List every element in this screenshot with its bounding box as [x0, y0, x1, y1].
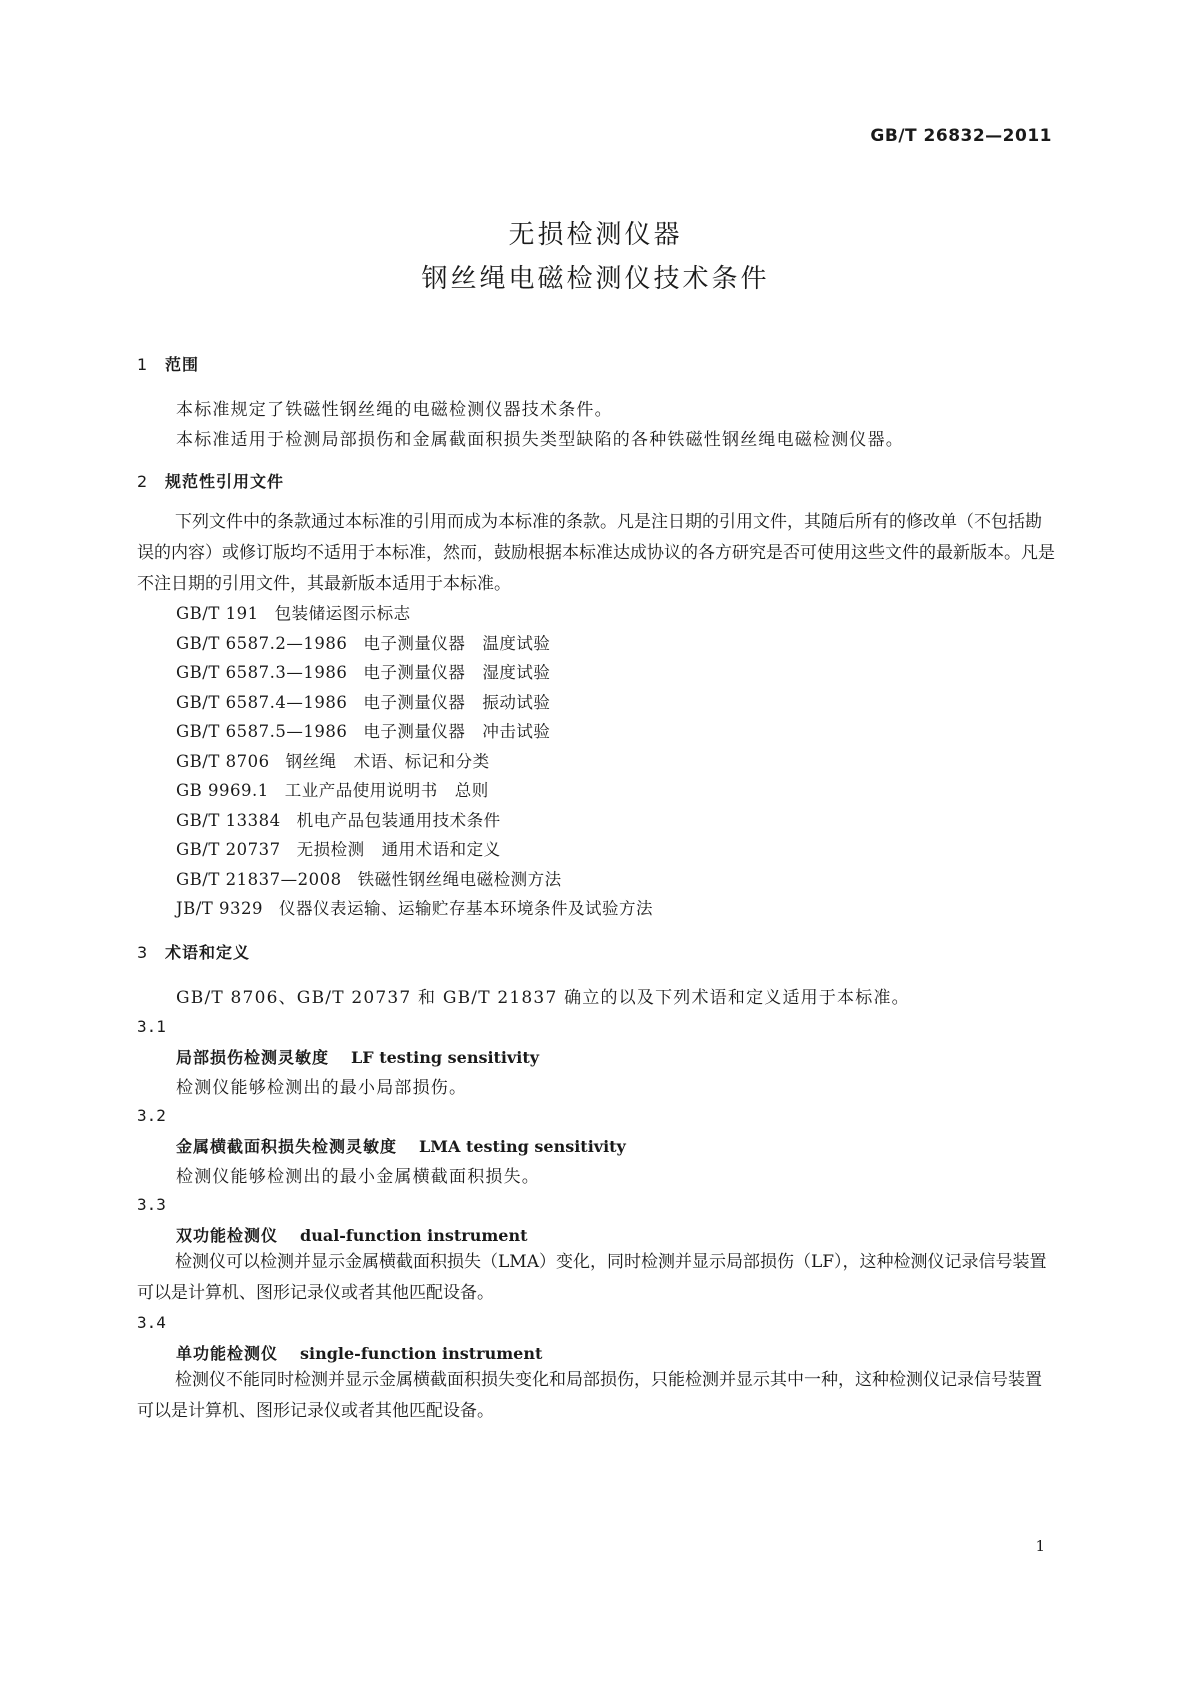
- references-intro: [137, 507, 1057, 600]
- reference-item: [176, 777, 489, 801]
- term-heading: [176, 1341, 542, 1364]
- reference-title: 电子测量仪器 振动试验: [363, 693, 551, 712]
- reference-title: 机电产品包装通用技术条件: [296, 811, 501, 830]
- page-number: 1: [1035, 1537, 1045, 1555]
- scope-paragraph-2: 本标准适用于检测局部损伤和金属截面积损失类型缺陷的各种铁磁性钢丝绳电磁检测仪器。: [176, 430, 904, 450]
- reference-item: [176, 807, 501, 831]
- section-number: 3: [137, 943, 149, 962]
- term-heading: [176, 1045, 539, 1068]
- reference-code: GB/T 20737: [176, 840, 281, 859]
- term-number: 3.3: [137, 1195, 166, 1214]
- term-heading: [176, 1134, 626, 1157]
- reference-code: GB 9969.1: [176, 781, 269, 800]
- reference-item: [176, 689, 550, 713]
- reference-code: GB/T 6587.2—1986: [176, 634, 348, 653]
- reference-item: [176, 895, 653, 919]
- reference-code: GB/T 6587.5—1986: [176, 722, 348, 741]
- reference-title: 仪器仪表运输、运输贮存基本环境条件及试验方法: [279, 899, 654, 918]
- reference-code: JB/T 9329: [176, 899, 264, 918]
- term-definition: [137, 1247, 1057, 1309]
- title-line-1: 无损检测仪器: [508, 220, 683, 250]
- term-english: dual-function instrument: [300, 1226, 528, 1245]
- term-definition-text: 检测仪不能同时检测并显示金属横截面积损失变化和局部损伤，只能检测并显示其中一种，这种检测仪记录信号装置可以是计算机、图形记录仪或者其他匹配设备。: [137, 1370, 1042, 1421]
- terms-intro: GB/T 8706、GB/T 20737 和 GB/T 21837 确立的以及下列术语和定义适用于本标准。: [176, 988, 910, 1008]
- term-chinese: 局部损伤检测灵敏度: [176, 1048, 330, 1067]
- section-title: 范围: [165, 355, 200, 374]
- reference-title: 电子测量仪器 冲击试验: [363, 722, 551, 741]
- reference-title: 包装储运图示标志: [274, 604, 411, 623]
- reference-item: [176, 836, 501, 860]
- reference-item: [176, 748, 490, 772]
- section-title: 规范性引用文件: [165, 472, 285, 491]
- reference-title: 电子测量仪器 湿度试验: [363, 663, 551, 682]
- term-chinese: 双功能检测仪: [176, 1226, 279, 1245]
- reference-code: GB/T 6587.3—1986: [176, 663, 348, 682]
- title-line-2: 钢丝绳电磁检测仪技术条件: [421, 264, 770, 294]
- reference-item: [176, 600, 411, 624]
- reference-title: 铁磁性钢丝绳电磁检测方法: [357, 870, 562, 889]
- section-number: 2: [137, 472, 149, 491]
- term-english: LF testing sensitivity: [351, 1048, 540, 1067]
- section-number: 1: [137, 355, 149, 374]
- term-number: 3.2: [137, 1106, 166, 1125]
- reference-code: GB/T 6587.4—1986: [176, 693, 348, 712]
- term-heading: [176, 1223, 527, 1246]
- reference-item: [176, 718, 550, 742]
- section-1-heading: [137, 352, 199, 375]
- standard-number: GB/T 26832—2011: [870, 126, 1052, 146]
- reference-code: GB/T 8706: [176, 752, 270, 771]
- term-definition: [137, 1365, 1057, 1427]
- reference-code: GB/T 13384: [176, 811, 281, 830]
- term-english: single-function instrument: [300, 1344, 543, 1363]
- term-definition: 检测仪能够检测出的最小金属横截面积损失。: [176, 1167, 540, 1187]
- term-number: 3.1: [137, 1017, 166, 1036]
- term-english: LMA testing sensitivity: [419, 1137, 626, 1156]
- term-chinese: 单功能检测仪: [176, 1344, 279, 1363]
- term-definition-text: 检测仪可以检测并显示金属横截面积损失（LMA）变化，同时检测并显示局部损伤（LF），这种检测仪记录信号装置可以是计算机、图形记录仪或者其他匹配设备。: [137, 1252, 1047, 1303]
- scope-paragraph-1: 本标准规定了铁磁性钢丝绳的电磁检测仪器技术条件。: [176, 400, 613, 420]
- reference-item: [176, 659, 550, 683]
- reference-code: GB/T 191: [176, 604, 259, 623]
- section-2-heading: [137, 469, 284, 492]
- reference-title: 工业产品使用说明书 总则: [284, 781, 489, 800]
- references-intro-text: 下列文件中的条款通过本标准的引用而成为本标准的条款。凡是注日期的引用文件，其随后所有的修改单（不包括勘误的内容）或修订版均不适用于本标准，然而，鼓励根据本标准达成协议的各方研究是否可使用这些文件的最新版本。凡是不注日期的引用文件，其最新版本适用于本标准。: [137, 512, 1055, 594]
- reference-title: 钢丝绳 术语、标记和分类: [285, 752, 490, 771]
- section-title: 术语和定义: [165, 943, 251, 962]
- term-definition: 检测仪能够检测出的最小局部损伤。: [176, 1078, 468, 1098]
- section-3-heading: [137, 940, 250, 963]
- reference-title: 电子测量仪器 温度试验: [363, 634, 551, 653]
- reference-title: 无损检测 通用术语和定义: [296, 840, 501, 859]
- reference-item: [176, 630, 550, 654]
- reference-code: GB/T 21837—2008: [176, 870, 342, 889]
- term-number: 3.4: [137, 1313, 166, 1332]
- reference-item: [176, 866, 562, 890]
- term-chinese: 金属横截面积损失检测灵敏度: [176, 1137, 398, 1156]
